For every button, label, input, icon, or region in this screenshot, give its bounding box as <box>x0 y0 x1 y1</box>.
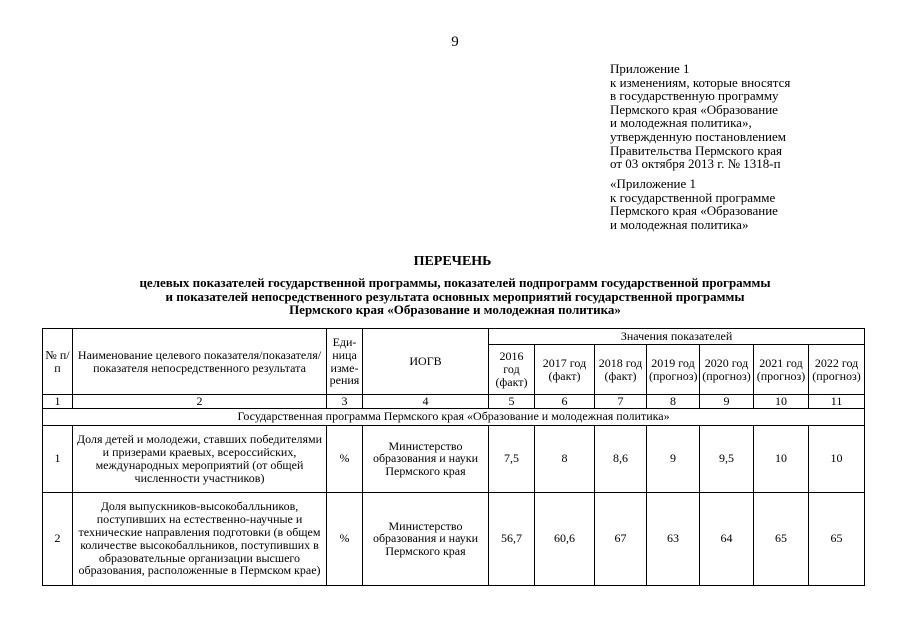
indicators-table <box>42 328 865 586</box>
row-value: 9 <box>647 425 700 492</box>
appendix-program-line: и молодежная политика» <box>610 216 749 232</box>
column-number: 7 <box>595 395 647 409</box>
row-value: 8,6 <box>595 425 647 492</box>
document-title: ПЕРЕЧЕНЬ <box>413 254 492 269</box>
header-iogv: ИОГВ <box>363 329 489 395</box>
row-value: 60,6 <box>535 492 595 585</box>
appendix-program-note <box>610 177 890 231</box>
row-value: 10 <box>754 425 809 492</box>
document-subtitle <box>40 276 870 317</box>
header-year: 2016 год (факт) <box>489 345 535 395</box>
column-numbers-row <box>43 395 865 409</box>
header-year: 2022 год (прогноз) <box>809 345 865 395</box>
column-number: 8 <box>647 395 700 409</box>
row-name: Доля детей и молодежи, ставших победителями и призерами краевых, всероссийских, международных мероприятий (от общей численности участников) <box>73 425 327 492</box>
header-year: 2019 год (прогноз) <box>647 345 700 395</box>
column-number: 11 <box>809 395 865 409</box>
header-values-group: Значения показателей <box>489 329 865 345</box>
section-title: Государственная программа Пермского края «Образование и молодежная политика» <box>43 408 865 425</box>
row-value: 7,5 <box>489 425 535 492</box>
appendix-note <box>610 62 890 171</box>
row-value: 65 <box>754 492 809 585</box>
appendix-program-line: к государственной программе <box>610 189 776 205</box>
column-number: 3 <box>327 395 363 409</box>
row-iogv: Министерство образования и науки Пермского края <box>363 492 489 585</box>
table-row <box>43 492 865 585</box>
page-number: 9 <box>451 34 459 50</box>
appendix-line: Правительства Пермского края <box>610 142 782 158</box>
subtitle-line: целевых показателей государственной программы, показателей подпрограмм государственной программы <box>139 275 771 290</box>
row-unit: % <box>327 492 363 585</box>
table-row <box>43 425 865 492</box>
header-year: 2017 год (факт) <box>535 345 595 395</box>
subtitle-line: Пермского края «Образование и молодежная политика» <box>289 302 621 317</box>
row-num: 2 <box>43 492 73 585</box>
appendix-line: Пермского края «Образование <box>610 101 778 117</box>
subtitle-line: и показателей непосредственного результата основных мероприятий государственной программы <box>165 288 745 304</box>
appendix-line: в государственную программу <box>610 88 779 104</box>
column-number: 9 <box>700 395 754 409</box>
header-num: № п/п <box>43 329 73 395</box>
row-iogv: Министерство образования и науки Пермского края <box>363 425 489 492</box>
row-value: 10 <box>809 425 865 492</box>
header-unit: Еди-ница изме-рения <box>327 329 363 395</box>
row-name: Доля выпускников-высокобалльников, поступивших на естественно-научные и технические направления подготовки (в общем количестве высокобалльников, поступивших в образовательные организации высшего образования, расположенные в Пермском крае) <box>73 492 327 585</box>
row-value: 63 <box>647 492 700 585</box>
row-num: 1 <box>43 425 73 492</box>
row-value: 56,7 <box>489 492 535 585</box>
row-unit: % <box>327 425 363 492</box>
row-value: 9,5 <box>700 425 754 492</box>
column-number: 4 <box>363 395 489 409</box>
row-value: 65 <box>809 492 865 585</box>
appendix-line: к изменениям, которые вносятся <box>610 74 791 90</box>
row-value: 64 <box>700 492 754 585</box>
appendix-line: утвержденную постановлением <box>610 128 787 144</box>
column-number: 2 <box>73 395 327 409</box>
column-number: 6 <box>535 395 595 409</box>
appendix-line: от 03 октября 2013 г. № 1318-п <box>610 156 781 172</box>
appendix-line: Приложение 1 <box>610 61 690 76</box>
header-name: Наименование целевого показателя/показателя/показателя непосредственного результата <box>73 329 327 395</box>
column-number: 10 <box>754 395 809 409</box>
appendix-program-line: «Приложение 1 <box>610 176 697 191</box>
column-number: 1 <box>43 395 73 409</box>
header-year: 2021 год (прогноз) <box>754 345 809 395</box>
header-row <box>43 329 865 345</box>
row-value: 8 <box>535 425 595 492</box>
appendix-program-line: Пермского края «Образование <box>610 203 778 219</box>
header-year: 2020 год (прогноз) <box>700 345 754 395</box>
header-year: 2018 год (факт) <box>595 345 647 395</box>
section-row <box>43 408 865 425</box>
column-number: 5 <box>489 395 535 409</box>
row-value: 67 <box>595 492 647 585</box>
appendix-line: и молодежная политика», <box>610 115 752 131</box>
